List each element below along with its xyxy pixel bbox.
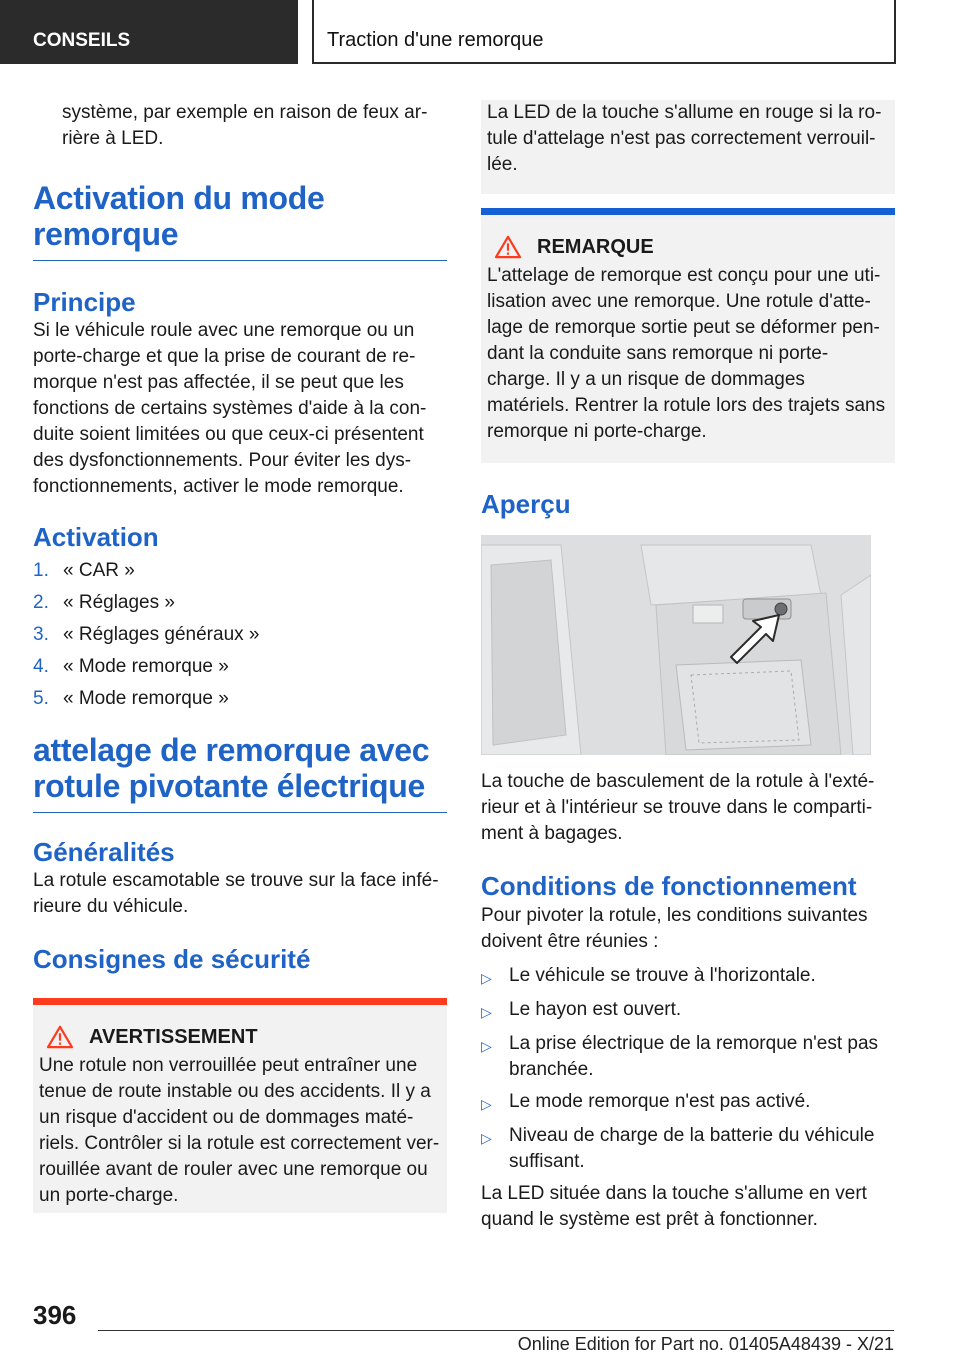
list-item bbox=[481, 1123, 895, 1175]
note-header bbox=[481, 215, 895, 263]
condition-text: Le véhicule se trouve à l'horizontale. bbox=[509, 965, 816, 986]
generalites-paragraph: La rotule escamotable se trouve sur la face infé-rieure du véhicule. bbox=[33, 870, 439, 917]
note-title: REMARQUE bbox=[537, 235, 654, 258]
bullet-triangle-icon: ▷ bbox=[481, 1038, 492, 1054]
heading-activation-mode: Activation du mode remorque bbox=[33, 180, 447, 261]
list-item bbox=[33, 654, 447, 680]
bullet-triangle-icon: ▷ bbox=[481, 1130, 492, 1146]
led-info-box bbox=[481, 100, 895, 194]
footer-divider bbox=[98, 1330, 894, 1331]
left-column bbox=[33, 100, 447, 1213]
heading-principe: Principe bbox=[33, 287, 136, 317]
list-item bbox=[33, 622, 447, 648]
list-item bbox=[481, 1031, 895, 1083]
note-box bbox=[481, 208, 895, 463]
step-number: 4. bbox=[33, 656, 49, 677]
warning-triangle-icon bbox=[493, 235, 523, 259]
step-text: « Réglages généraux » bbox=[63, 624, 260, 645]
heading-consignes: Consignes de sécurité bbox=[33, 944, 311, 974]
warning-triangle-icon bbox=[45, 1025, 75, 1049]
figure-caption: La touche de basculement de la rotule à l'exté-rieur et à l'intérieur se trouve dans le comparti-ment à bagages. bbox=[481, 771, 875, 844]
heading-generalites: Généralités bbox=[33, 837, 175, 867]
chapter-title: Traction d'une remorque bbox=[312, 0, 896, 64]
step-text: « CAR » bbox=[63, 560, 135, 581]
section-tab: CONSEILS bbox=[0, 0, 298, 64]
list-item bbox=[481, 1089, 895, 1117]
warning-text: Une rotule non verrouillée peut entraîner une tenue de route instable ou des accidents. Il y a un risque d'accident ou de dommages maté-riels. Contrôler si la rotule est correctement ver-rouillée avant de rouler avec une remorque ou un porte-charge. bbox=[39, 1055, 440, 1206]
step-text: « Réglages » bbox=[63, 592, 175, 613]
step-number: 3. bbox=[33, 624, 49, 645]
list-item bbox=[481, 963, 895, 991]
heading-attelage: attelage de remorque avec rotule pivotante électrique bbox=[33, 732, 447, 813]
heading-apercu: Aperçu bbox=[481, 489, 571, 519]
list-item bbox=[481, 997, 895, 1025]
activation-steps bbox=[33, 558, 447, 712]
intro-paragraph: système, par exemple en raison de feux ar-rière à LED. bbox=[62, 102, 428, 149]
conditions-intro: Pour pivoter la rotule, les conditions suivantes doivent être réunies : bbox=[481, 905, 868, 952]
heading-activation: Activation bbox=[33, 522, 159, 552]
warning-title: AVERTISSEMENT bbox=[89, 1025, 258, 1048]
trunk-switch-image bbox=[481, 535, 871, 755]
bullet-triangle-icon: ▷ bbox=[481, 1004, 492, 1020]
heading-conditions: Conditions de fonctionnement bbox=[481, 871, 857, 901]
led-ready-paragraph: La LED située dans la touche s'allume en vert quand le système est prêt à fonctionner. bbox=[481, 1183, 867, 1230]
warning-header bbox=[33, 1005, 447, 1053]
edition-note: Online Edition for Part no. 01405A48439 - X/21 bbox=[517, 1334, 894, 1354]
page-number: 396 bbox=[33, 1300, 77, 1330]
warning-box bbox=[33, 998, 447, 1213]
step-number: 1. bbox=[33, 560, 49, 581]
conditions-list bbox=[481, 963, 895, 1175]
bullet-triangle-icon: ▷ bbox=[481, 1096, 492, 1112]
step-text: « Mode remorque » bbox=[63, 688, 229, 709]
trunk-illustration bbox=[481, 535, 871, 755]
principe-paragraph: Si le véhicule roule avec une remorque ou un porte-charge et que la prise de courant de re-morque n'est pas affectée, il se peut que les fonctions de certains systèmes d'aide à la con-duite soient limitées ou que ceux-ci présentent des dysfonctionnements. Pour éviter les dys-fonctionnements, activer le mode remorque. bbox=[33, 320, 427, 497]
list-item bbox=[33, 590, 447, 616]
right-column bbox=[481, 100, 895, 1233]
bullet-triangle-icon: ▷ bbox=[481, 970, 492, 986]
list-item bbox=[33, 558, 447, 584]
step-number: 2. bbox=[33, 592, 49, 613]
step-text: « Mode remorque » bbox=[63, 656, 229, 677]
condition-text: La prise électrique de la remorque n'est pas branchée. bbox=[509, 1033, 879, 1080]
condition-text: Le hayon est ouvert. bbox=[509, 999, 682, 1020]
note-text: L'attelage de remorque est conçu pour une uti-lisation avec une remorque. Une rotule d'atte-lage de remorque sortie peut se déformer pen-dant la conduite sans remorque ni porte-charge. Il y a un risque de dommages matériels. Rentrer la rotule lors des trajets sans remorque ni porte-charge. bbox=[487, 265, 886, 442]
led-info-text: La LED de la touche s'allume en rouge si la ro-tule d'attelage n'est pas correctement verrouil-lée. bbox=[487, 102, 882, 175]
list-item bbox=[33, 686, 447, 712]
step-number: 5. bbox=[33, 688, 49, 709]
condition-text: Le mode remorque n'est pas activé. bbox=[509, 1091, 811, 1112]
condition-text: Niveau de charge de la batterie du véhicule suffisant. bbox=[509, 1125, 875, 1172]
